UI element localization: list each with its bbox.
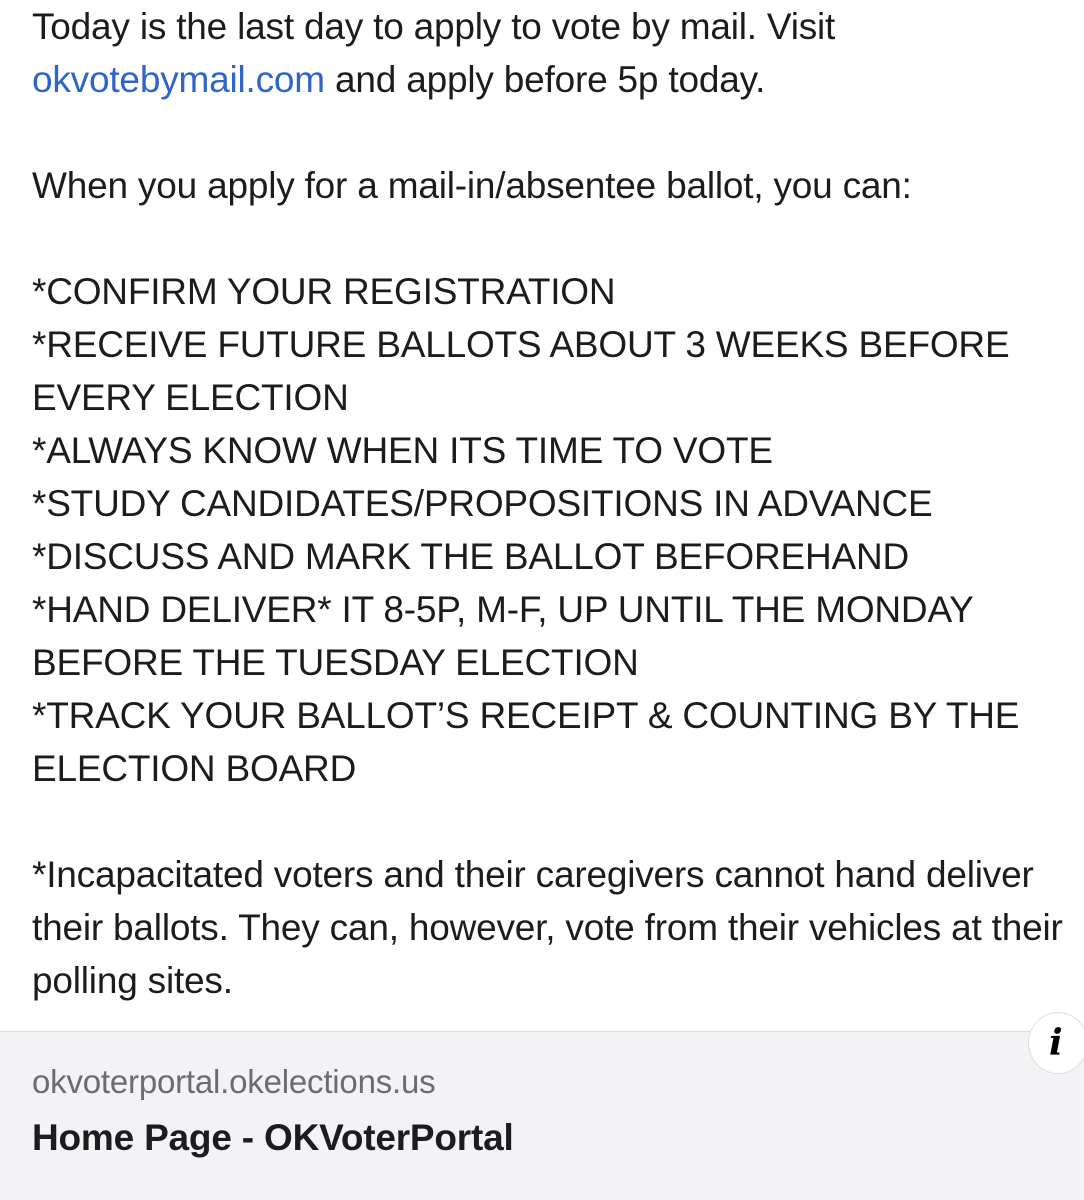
list-item: *RECEIVE FUTURE BALLOTS ABOUT 3 WEEKS BEFORE EVERY ELECTION	[32, 324, 1010, 418]
link-preview-title: Home Page - OKVoterPortal	[32, 1117, 514, 1158]
lead-paragraph: When you apply for a mail-in/absentee ballot, you can:	[32, 165, 912, 206]
footnote-paragraph: *Incapacitated voters and their caregivers cannot hand deliver their ballots. They can, however, vote from their vehicles at their polling sites.	[32, 854, 1063, 1001]
post-body	[32, 0, 1072, 1007]
paragraph-spacer	[32, 106, 1072, 159]
list-item: *DISCUSS AND MARK THE BALLOT BEFOREHAND	[32, 536, 909, 577]
list-item: *CONFIRM YOUR REGISTRATION	[32, 271, 616, 312]
info-icon: i	[1049, 1022, 1063, 1064]
link-preview-card[interactable]	[0, 1031, 1084, 1200]
intro-paragraph	[32, 0, 1072, 106]
list-item: *ALWAYS KNOW WHEN ITS TIME TO VOTE	[32, 430, 773, 471]
info-button[interactable]	[1028, 1012, 1084, 1074]
paragraph-spacer	[32, 795, 1072, 848]
list-item: *HAND DELIVER* IT 8-5P, M-F, UP UNTIL THE MONDAY BEFORE THE TUESDAY ELECTION	[32, 589, 973, 683]
link-preview-domain: okvoterportal.okelections.us	[32, 1063, 436, 1100]
list-item: *TRACK YOUR BALLOT’S RECEIPT & COUNTING BY THE ELECTION BOARD	[32, 695, 1020, 789]
list-item: *STUDY CANDIDATES/PROPOSITIONS IN ADVANCE	[32, 483, 933, 524]
benefits-list	[32, 265, 1072, 795]
vote-by-mail-link[interactable]: okvotebymail.com	[32, 59, 325, 100]
intro-text: Today is the last day to apply to vote by mail. Visit	[32, 6, 836, 47]
intro-suffix: and apply before 5p today.	[324, 59, 766, 100]
paragraph-spacer	[32, 212, 1072, 265]
